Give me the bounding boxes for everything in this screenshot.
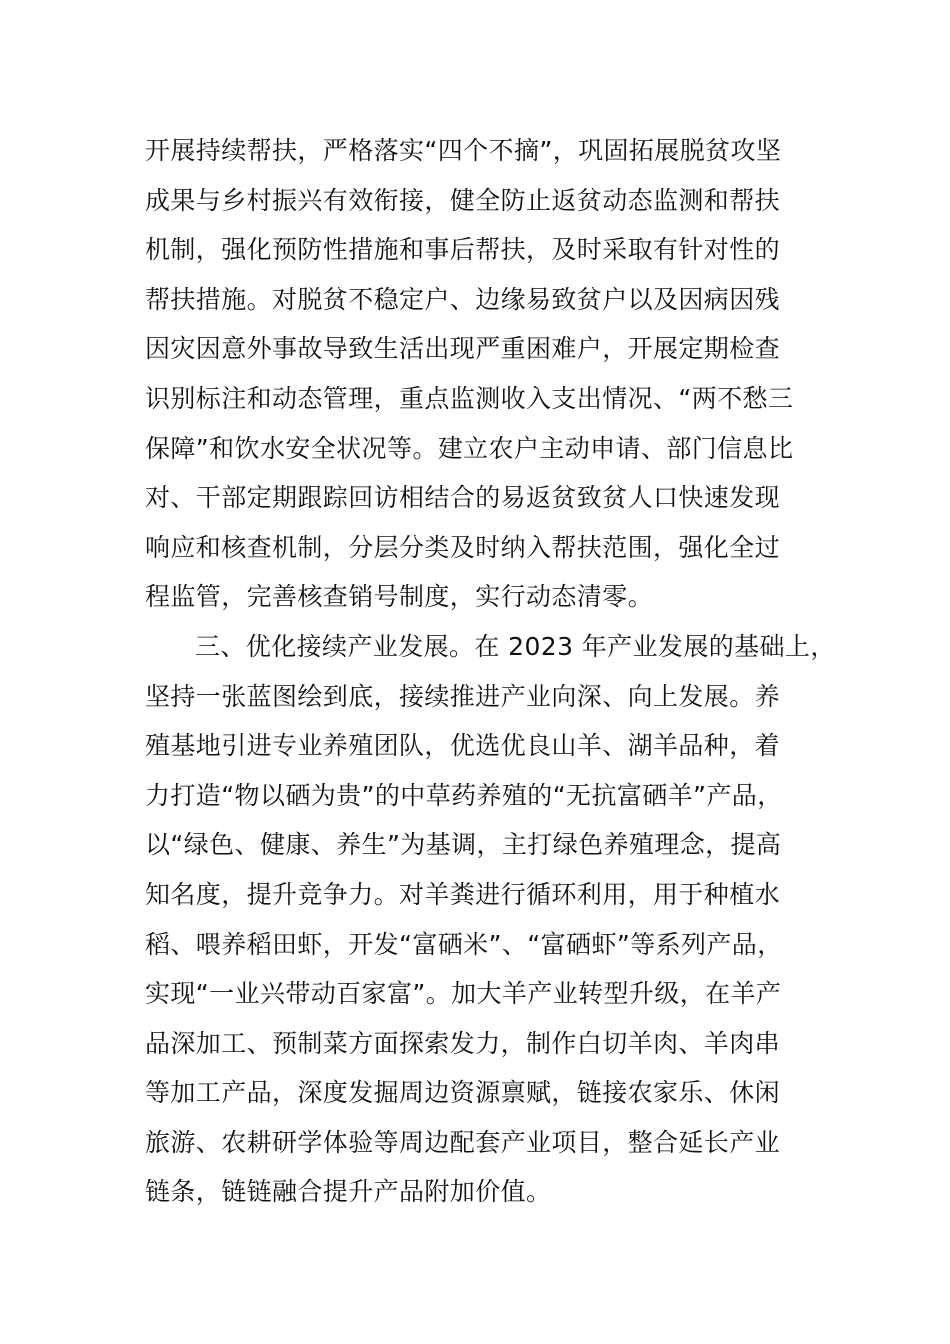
text-line: 实现“一业兴带动百家富”。加大羊产业转型升级，在羊产: [145, 979, 782, 1009]
text-line: 等加工产品，深度发掘周边资源禀赋，链接农家乐、休闲: [145, 1078, 781, 1108]
text-line: 程监管，完善核查销号制度，实行动态清零。: [145, 582, 654, 612]
text-line: 稻、喂养稻田虾，开发“富硒米”、“富硒虾”等系列产品，: [145, 929, 783, 959]
text-line: 保障”和饮水安全状况等。建立农户主动申请、部门信息比: [145, 433, 794, 463]
paragraph-poverty-monitoring: [145, 126, 845, 622]
text-line: 因灾因意外事故导致生活出现严重困难户，开展定期检查: [145, 334, 781, 364]
text-line: 机制，强化预防性措施和事后帮扶，及时采取有针对性的: [145, 235, 781, 265]
text-line: 力打造“物以硒为贵”的中草药养殖的“无抗富硒羊”产品，: [145, 780, 783, 810]
text-line: 对、干部定期跟踪回访相结合的易返贫致贫人口快速发现: [145, 483, 781, 513]
text-line: 成果与乡村振兴有效衔接，健全防止返贫动态监测和帮扶: [145, 185, 781, 215]
text-line: 殖基地引进专业养殖团队，优选优良山羊、湖羊品种，着: [145, 731, 781, 761]
text-line: 链条，链链融合提升产品附加价值。: [145, 1177, 552, 1207]
paragraph-industry-development: [145, 622, 845, 1217]
text-line: 旅游、农耕研学体验等周边配套产业项目，整合延长产业: [145, 1127, 781, 1157]
text-line: 帮扶措施。对脱贫不稳定户、边缘易致贫户以及因病因残: [145, 284, 781, 314]
section-heading-line: 三、优化接续产业发展。在 2023 年产业发展的基础上，: [195, 631, 836, 661]
text-line: 品深加工、预制菜方面探索发力，制作白切羊肉、羊肉串: [145, 1028, 781, 1058]
text-line: 以“绿色、健康、养生”为基调，主打绿色养殖理念，提高: [145, 830, 782, 860]
text-line: 知名度，提升竞争力。对羊粪进行循环利用，用于种植水: [145, 879, 781, 909]
text-line: 响应和核查机制，分层分类及时纳入帮扶范围，强化全过: [145, 532, 781, 562]
document-body: [145, 126, 845, 1217]
text-line: 识别标注和动态管理，重点监测收入支出情况、“两不愁三: [145, 383, 794, 413]
text-line: 坚持一张蓝图绘到底，接续推进产业向深、向上发展。养: [145, 681, 781, 711]
text-line: 开展持续帮扶，严格落实“四个不摘”，巩固拓展脱贫攻坚: [145, 136, 782, 165]
